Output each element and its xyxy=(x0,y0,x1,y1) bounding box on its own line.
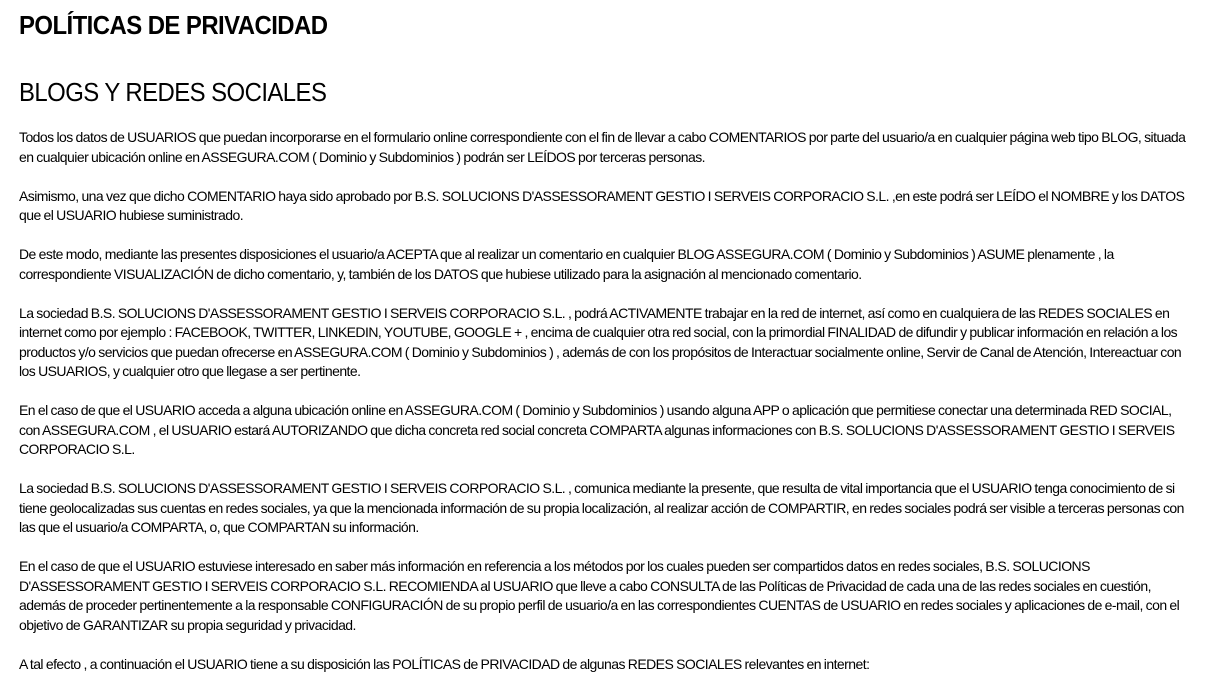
paragraph-social-networks: La sociedad B.S. SOLUCIONS D'ASSESSORAMENT GESTIO I SERVEIS CORPORACIO S.L. , podrá ACTIVAMENTE trabajar en la red de internet, así como en cualquiera de las REDES SOCIALES en internet como por ejemplo : FACEBOOK, TWITTER, LINKEDIN, YOUTUBE, GOOGLE + , encima de cualquier otra red social, con la primordial FINALIDAD de difundir y publicar información en relación a los productos y/o servicios que puedan ofrecerse en ASSEGURA.COM ( Dominio y Subdominios ) , además de con los propósitos de Interactuar socialmente online, Servir de Canal de Atención, Intereactuar con los USUARIOS, y cualquier otro que llegase a ser pertinente. xyxy=(19,304,1182,379)
paragraph-policies-intro: A tal efecto , a continuación el USUARIO tiene a su disposición las POLÍTICAS de PRIVACIDAD de algunas REDES SOCIALES relevantes en internet: xyxy=(19,655,870,672)
page-title: POLÍTICAS DE PRIVACIDAD xyxy=(19,10,328,40)
section-title: BLOGS Y REDES SOCIALES xyxy=(19,77,327,107)
policy-body xyxy=(19,128,1195,685)
paragraph-comment-approval: Asimismo, una vez que dicho COMENTARIO haya sido aprobado por B.S. SOLUCIONS D'ASSESSORAMENT GESTIO I SERVEIS CORPORACIO S.L. ,en este podrá ser LEÍDO el NOMBRE y los DATOS que el USUARIO hubiese suministrado. xyxy=(19,187,1185,223)
paragraph-app-access: En el caso de que el USUARIO acceda a alguna ubicación online en ASSEGURA.COM ( Dominio y Subdominios ) usando alguna APP o aplicación que permitiese conectar una determinada RED SOCIAL, con ASSEGURA.COM , el USUARIO estará AUTORIZANDO que dicha concreta red social concreta COMPARTA algunas informaciones con B.S. SOLUCIONS D'ASSESSORAMENT GESTIO I SERVEIS CORPORACIO S.L. xyxy=(19,402,1175,457)
paragraph-geolocation: La sociedad B.S. SOLUCIONS D'ASSESSORAMENT GESTIO I SERVEIS CORPORACIO S.L. , comunica mediante la presente, que resulta de vital importancia que el USUARIO tenga conocimiento de si tiene geolocalizadas sus cuentas en redes sociales, ya que la mencionada información de su propia localización, al realizar acción de COMPARTIR, en redes sociales podrá ser visible a terceras personas con las que el usuario/a COMPARTA, o, que COMPARTAN su información. xyxy=(19,480,1184,535)
paragraph-recommendation: En el caso de que el USUARIO estuviese interesado en saber más información en referencia a los métodos por los cuales pueden ser compartidos datos en redes sociales, B.S. SOLUCIONS D'ASSESSORAMENT GESTIO I SERVEIS CORPORACIO S.L. RECOMIENDA al USUARIO que lleve a cabo CONSULTA de las Políticas de Privacidad de cada una de las redes sociales en cuestión, además de proceder pertinentemente a la responsable CONFIGURACIÓN de su propio perfil de usuario/a en las correspondientes CUENTAS de USUARIO en redes sociales y aplicaciones de e-mail, con el objetivo de GARANTIZAR su propia seguridad y privacidad. xyxy=(19,558,1180,633)
paragraph-acceptance: De este modo, mediante las presentes disposiciones el usuario/a ACEPTA que al realizar un comentario en cualquier BLOG ASSEGURA.COM ( Dominio y Subdominios ) ASUME plenamente , la correspondiente VISUALIZACIÓN de dicho comentario, y, también de los DATOS que hubiese utilizado para la asignación al mencionado comentario. xyxy=(19,246,1114,282)
paragraph-blog-comments: Todos los datos de USUARIOS que puedan incorporarse en el formulario online correspondiente con el fin de llevar a cabo COMENTARIOS por parte del usuario/a en cualquier página web tipo BLOG, situada en cualquier ubicación online en ASSEGURA.COM ( Dominio y Subdominios ) podrán ser LEÍDOS por terceras personas. xyxy=(19,129,1186,165)
